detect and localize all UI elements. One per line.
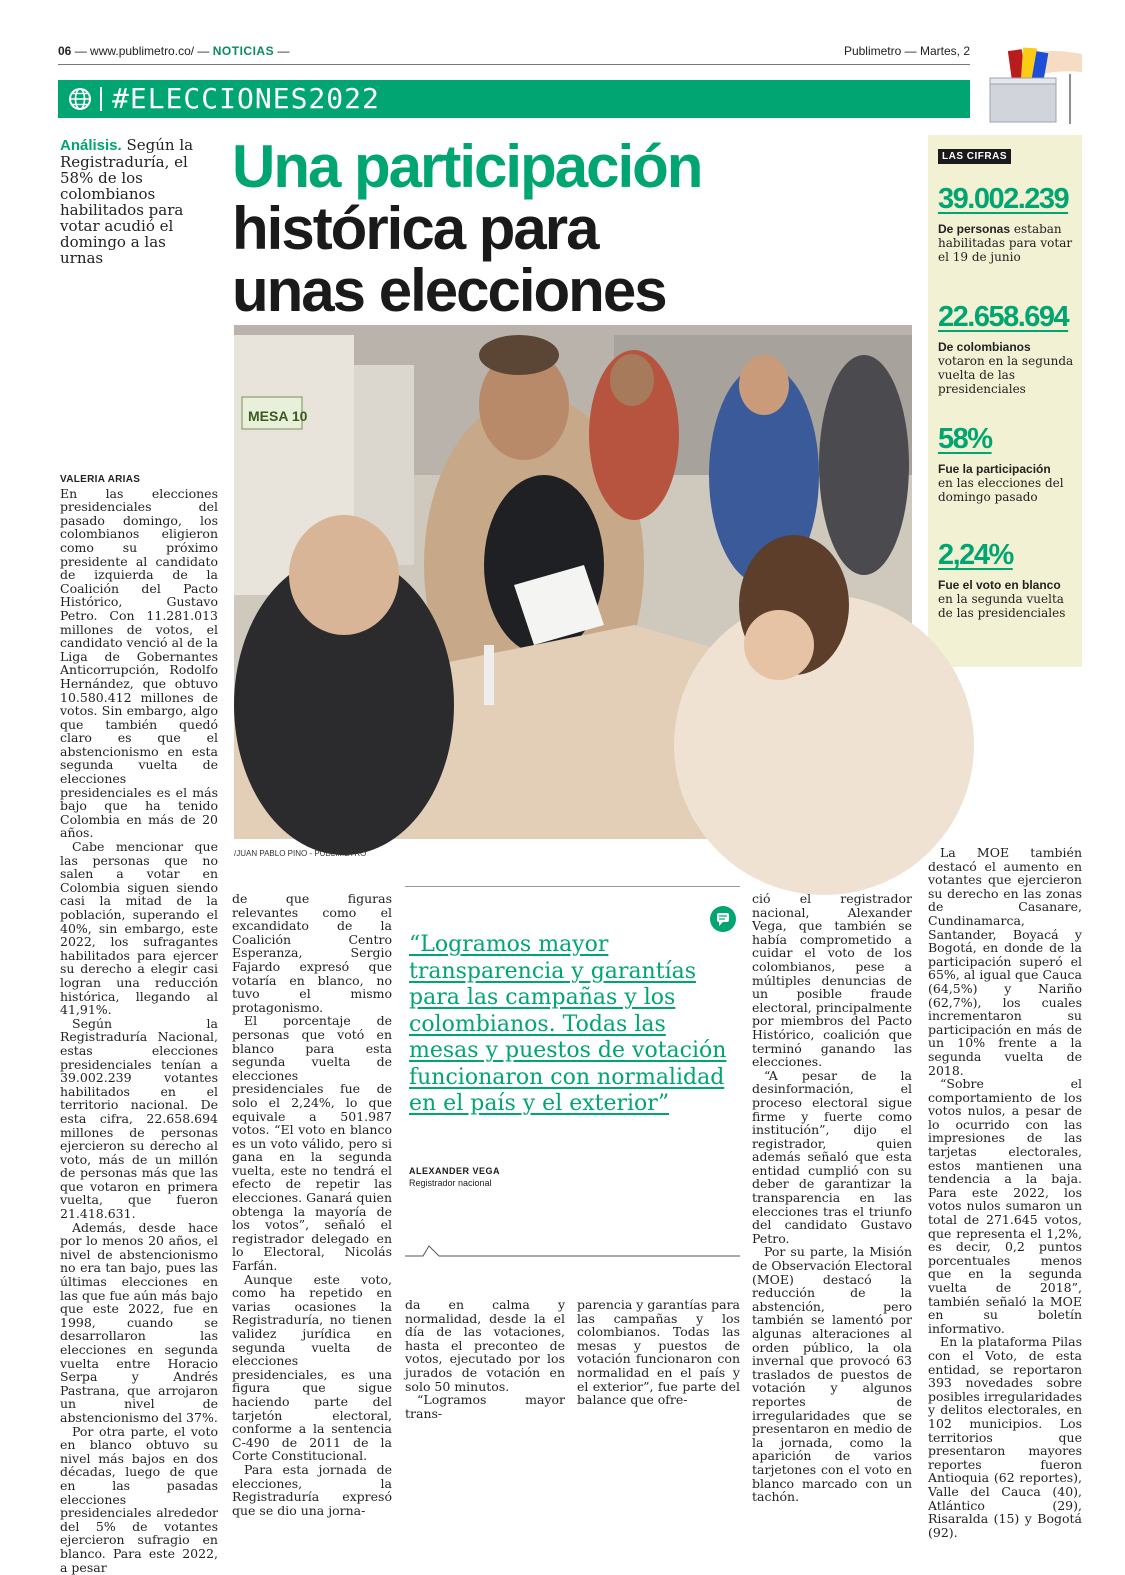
stat-votantes [938,301,1078,396]
article-paragraph: Según la Registraduría Nacional, estas elecciones presidenciales tenían a 39.002.239 votantes habilitados en el territorio nacional. De esta cifra, 22.658.694 millones de personas ejercieron su derecho al voto, más de un millón de personas más que las que votaron en primera vuelta, que fueron 21.418.631. [60,1015,218,1222]
page-number: 06 [58,44,72,58]
pull-quote [405,886,740,1252]
lead-kicker: Análisis. [60,137,122,154]
quote-top-rule [405,886,740,887]
article-headline [232,133,922,324]
stat-description: Fue el voto en blanco en la segunda vuelta de las presidenciales [938,578,1066,620]
article-column-4 [577,1298,740,1407]
stat-description: De colombianos votaron en la segunda vuelta de las presidenciales [938,340,1074,396]
stat-participacion [938,423,1078,504]
stat-number: 2,24% [938,539,1013,571]
ballot-box-illustration [970,44,1082,124]
photo-credit: /JUAN PABLO PINO - PUBLIMETRO [234,849,367,858]
chat-bubble-icon [710,906,736,932]
article-paragraph: Además, desde hace por lo menos 20 años, el nivel de abstencionismo no era tan bajo, pues las últimas elecciones en las que fue aún más bajo que este 2022, fue en 1998, cuando se desarrollaron las elecciones en segunda vuelta entre Horacio Serpa y Andrés Pastrana, que arrojaron un nivel de abstencionismo del 37%. [60,1219,218,1425]
headline-line-3: unas elecciones [232,257,666,324]
polling-station-photo [234,325,912,839]
article-column-5 [752,892,912,1504]
quote-bottom-rule [405,1244,740,1258]
figures-sidebar [928,135,1082,667]
article-paragraph: Aunque este voto, como ha repetido en varias ocasiones la Registraduría, no tienen validez jurídica en segunda vuelta de elecciones presidenciales, es una figura que sigue haciendo parte del tarjetón electoral, conforme a la sentencia C-490 de 2011 de la Corte Constitucional. [232,1271,392,1464]
publication-date: Publimetro — Martes, 2 [843,44,970,58]
section-banner [58,80,970,118]
banner-hashtag: #ELECCIONES2022 [112,82,380,115]
stat-description: De personas estaban habilitadas para votar el 19 de junio [938,222,1073,264]
stat-number: 39.002.239 [938,183,1069,215]
article-paragraph: Para esta jornada de elecciones, la Registraduría expresó que se dio una jorna- [232,1461,392,1518]
article-column-2 [232,892,392,1517]
header-rule [58,64,970,65]
article-paragraph: Cabe mencionar que las personas que no salen a votar en Colombia siguen siendo casi la mitad de la población, superando el 40%, sin embargo, este 2022, los sufragantes habilitados para ejercer su derecho a elegir casi logran una reducción histórica, llegando al 41,91%. [60,839,218,1018]
article-paragraph: La MOE también destacó el aumento en votantes que ejercieron su derecho en las zonas de Casanare, Cundinamarca, Santander, Boyacá y Bogotá, en donde de la participación superó el 65%, al igual que Cauca (64,5%) y Nariño (62,7%), los cuales incrementaron su participación en más de un 10% frente a la segunda vuelta de 2018. [928,845,1082,1078]
quote-author-role: Registrador nacional [409,1178,492,1188]
banner-separator [100,87,102,111]
lead-text: Según la Registraduría, el 58% de los colombianos habilitados para votar acudió el domingo a las urnas [60,136,194,267]
stat-voto-blanco [938,539,1078,620]
article-photo [234,325,912,839]
article-paragraph: ció el registrador nacional, Alexander Vega, que también se había comprometido a cuidar el voto de los colombianos, pese a múltiples denuncias de un posible fraude electoral, principalmente por miembros del Pacto Histórico, coalición que terminó ganando las elecciones. [752,891,912,1070]
headline-line-1: Una participación [232,133,702,200]
stat-description: Fue la participación en las elecciones del domingo pasado [938,462,1064,504]
article-paragraph: da en calma y normalidad, desde la el día de las votaciones, hasta el preconteo de votos, ejecutado por los jurados de votación en solo 50 minutos. [405,1297,565,1394]
article-paragraph: En las elecciones presidenciales del pasado domingo, los colombianos eligieron como su próximo presidente al candidato de izquierda de la Coalición del Pacto Histórico, Gustavo Petro. Con 11.281.013 millones de votos, el candidato venció al de la Liga de Gobernantes Anticorrupción, Rodolfo Hernández, que obtuvo 10.580.412 millones de votos. Sin embargo, algo que también quedó claro es que el abstencionismo en esta segunda vuelta de elecciones presidenciales es el más bajo que ha tenido Colombia en más de 20 años. [60,485,218,841]
globe-icon [68,87,92,111]
article-column-1 [60,473,218,1574]
article-column-3 [405,1298,565,1420]
section-dash: — [277,44,290,58]
quote-text: “Logramos mayor transparencia y garantías para las campañas y los colombianos. Todas las mesas y puestos de votación funcionaron con normalidad en el país y el exterior” [409,932,727,1116]
article-paragraph: “Sobre el comportamiento de los votos nulos, a pesar de lo ocurrido con las impresiones de las tarjetas electorales, estos mantienen una tendencia a la baja. Para este 2022, los votos nulos sumaron un total de 271.645 votos, que representa el 1,2%, es decir, 0,2 puntos porcentuales menos que en la segunda vuelta de 2018”, también señaló la MOE en su boletín informativo. [928,1076,1082,1336]
figures-label: LAS CIFRAS [938,149,1011,164]
article-paragraph: Por su parte, la Misión de Observación Electoral (MOE) destacó la reducción de la abstención, pero también se lamentó por algunas alteraciones al orden público, la ola invernal que provocó 63 traslados de puestos de votación y algunos reportes de irregularidades que se presentaron en medio de la jornada, como la aparición de varios tarjetones con el voto en blanco marcado con un tachón. [752,1244,912,1505]
article-byline: VALERIA ARIAS [60,474,141,485]
article-paragraph: El porcentaje de personas que votó en blanco para esta segunda vuelta de elecciones presidenciales fue de solo el 2,24%, lo que equivale a 501.987 votos. “El voto en blanco es un voto válido, pero si gana en la segunda vuelta, este no tendrá el efecto de repetir las elecciones. Ganará quien obtenga la mayoría de los votos”, señaló el registrador delegado en lo Electoral, Nicolás Farfán. [232,1013,392,1274]
section-name: NOTICIAS [212,44,275,58]
quote-author: ALEXANDER VEGA [409,1166,501,1176]
mesa-sign: MESA 10 [248,408,308,424]
article-paragraph: “Logramos mayor trans- [405,1392,565,1421]
article-paragraph: parencia y garantías para las campañas y los colombianos. Todas las mesas y puestos de votación funcionaron con normalidad en el país y el exterior”, fue parte del balance que ofre- [577,1297,741,1408]
article-column-6 [928,846,1082,1539]
stat-number: 22.658.694 [938,301,1069,333]
site-url[interactable]: — www.publimetro.co/ — [74,44,210,58]
article-lead [60,137,205,266]
page-header [58,44,970,70]
stat-habilitados [938,183,1078,264]
article-paragraph: En la plataforma Pilas con el Voto, de esta entidad, se reportaron 393 novedades sobre posibles irregularidades y delitos electorales, en 102 municipios. Los territorios que presentaron mayores reportes fueron Antioquia (62 reportes), Valle del Cauca (40), Atlántico (29), Risaralda (15) y Bogotá (92). [928,1334,1082,1540]
article-paragraph: Por otra parte, el voto en blanco obtuvo su nivel más bajos en dos décadas, luego de que en las pasadas elecciones presidenciales alrededor del 5% de votantes ejercieron sufragio en blanco. Para este 2022, a pesar [60,1423,218,1575]
article-paragraph: “A pesar de la desinformación, el proceso electoral sigue firme y fuerte como institución”, dijo el registrador, quien además señaló que esta entidad cumplió con su deber de garantizar la transparencia en las elecciones tras el triunfo del candidato Gustavo Petro. [752,1067,912,1246]
headline-line-2: histórica para [232,195,598,262]
stat-number: 58% [938,423,992,455]
article-paragraph: de que figuras relevantes como el excandidato de la Coalición Centro Esperanza, Sergio Fajardo expresó que votaría en blanco, no tuvo el mismo protagonismo. [232,891,392,1015]
